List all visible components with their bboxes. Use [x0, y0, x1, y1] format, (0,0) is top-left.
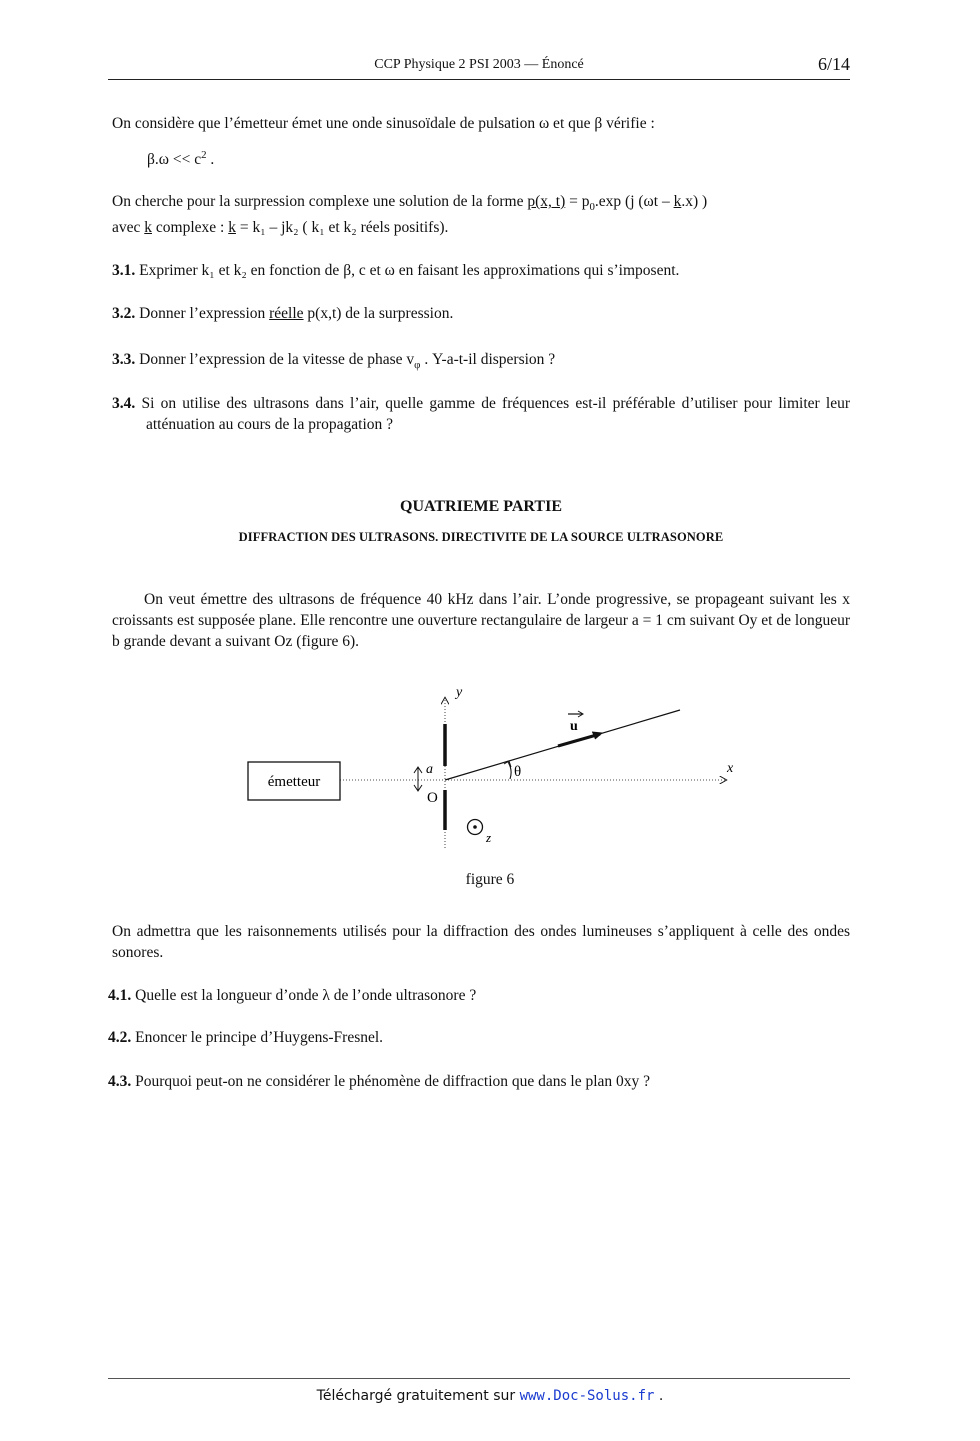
page-number: 6/14 [817, 54, 850, 74]
condition-exponent: 2 [201, 149, 207, 161]
part-title: QUATRIEME PARTIE [400, 498, 562, 515]
part4-intro: On veut émettre des ultrasons de fréquence 40 kHz dans l’air. L’onde progressive, se propageant suivant les x croissants est supposée plane. Elle rencontre une ouverture rectangulaire de largeur a = 1 cm suivant Oy et de longueur b grande devant a suivant Oz (figure 6). [112, 591, 850, 650]
footer-end: . [654, 1388, 664, 1404]
k-def-text2: complexe : [152, 219, 229, 236]
question-number: 3.3. [112, 351, 136, 368]
solution-form-line [112, 191, 850, 218]
question-3-4 [112, 393, 850, 435]
y-axis-label: y [456, 685, 463, 700]
emitter-label: émetteur [267, 774, 321, 790]
footer-divider [108, 1378, 850, 1379]
condition-formula [147, 145, 214, 170]
origin-label: O [427, 790, 438, 806]
question-text: Si on utilise des ultrasons dans l’air, quelle gamme de fréquences est-il préférable d’utiliser pour limiter leur atténuation au cours de la propagation ? [135, 395, 850, 433]
question-number: 4.2. [108, 1029, 132, 1046]
question-3-1 [112, 260, 850, 281]
underlined-word: réelle [269, 305, 304, 322]
figure-6-diagram [230, 680, 750, 860]
theta-label: θ [514, 764, 522, 780]
footer-link[interactable]: www.Doc-Solus.fr [519, 1388, 655, 1404]
k-underlined-2: k [228, 219, 236, 236]
figure-caption: figure 6 [465, 871, 515, 888]
k-def-text3: = k₁ – jk₂ ( k₁ et k₂ réels positifs). [235, 219, 449, 236]
question-4-1 [108, 985, 846, 1006]
question-number: 3.1. [112, 262, 136, 279]
question-number: 3.4. [112, 395, 136, 412]
solution-end: .x) ) [681, 193, 708, 210]
question-text-end: . Y-a-t-il dispersion ? [420, 351, 556, 368]
z-axis-label: z [486, 830, 492, 845]
condition-end: . [206, 151, 215, 169]
u-label: u [570, 719, 578, 734]
solution-text: On cherche pour la surpression complexe une solution de la forme [112, 193, 528, 210]
after-figure-text: On admettra que les raisonnements utilisés pour la diffraction des ondes lumineuses s’appliquent à celle des ondes sonores. [112, 923, 850, 961]
question-3-3 [112, 349, 850, 376]
question-number: 4.3. [108, 1073, 132, 1090]
k-definition-line [112, 217, 850, 238]
question-text: Exprimer k₁ et k₂ en fonction de β, c et ω en faisant les approximations qui s’imposent. [135, 262, 680, 279]
k-def-text: avec [112, 219, 145, 236]
p0-subscript: 0 [589, 201, 595, 214]
question-text: Enoncer le principe d’Huygens-Fresnel. [131, 1029, 384, 1046]
part-subtitle: DIFFRACTION DES ULTRASONS. DIRECTIVITE DE LA SOURCE ULTRASONORE [238, 530, 724, 544]
complex-pressure: p(x, t) [527, 193, 566, 210]
phi-subscript: φ [414, 359, 421, 372]
question-number: 4.1. [108, 987, 132, 1004]
complex-k: k [673, 193, 682, 210]
aperture-label: a [426, 762, 433, 777]
question-4-3 [108, 1071, 846, 1092]
question-text: Pourquoi peut-on ne considérer le phénomène de diffraction que dans le plan 0xy ? [131, 1073, 651, 1090]
question-text: Donner l’expression [135, 305, 270, 322]
question-4-2 [108, 1027, 846, 1048]
question-3-2 [112, 303, 850, 324]
question-number: 3.2. [112, 305, 136, 322]
question-text: Donner l’expression de la vitesse de phase v [135, 351, 415, 368]
condition-text: β.ω << c [147, 151, 202, 169]
solution-eq: = p [565, 193, 590, 210]
solution-exp: .exp (j (ωt – [594, 193, 674, 210]
k-underlined: k [144, 219, 153, 236]
x-axis-label: x [727, 761, 734, 776]
page-footer [0, 1388, 980, 1404]
question-text: Quelle est la longueur d’onde λ de l’onde ultrasonore ? [131, 987, 477, 1004]
intro-line: On considère que l’émetteur émet une onde sinusoïdale de pulsation ω et que β vérifie : [112, 115, 655, 132]
header-title: CCP Physique 2 PSI 2003 — Énoncé [374, 57, 584, 72]
question-text-end: p(x,t) de la surpression. [303, 305, 454, 322]
footer-text: Téléchargé gratuitement sur [316, 1388, 520, 1404]
page-header [108, 55, 850, 80]
